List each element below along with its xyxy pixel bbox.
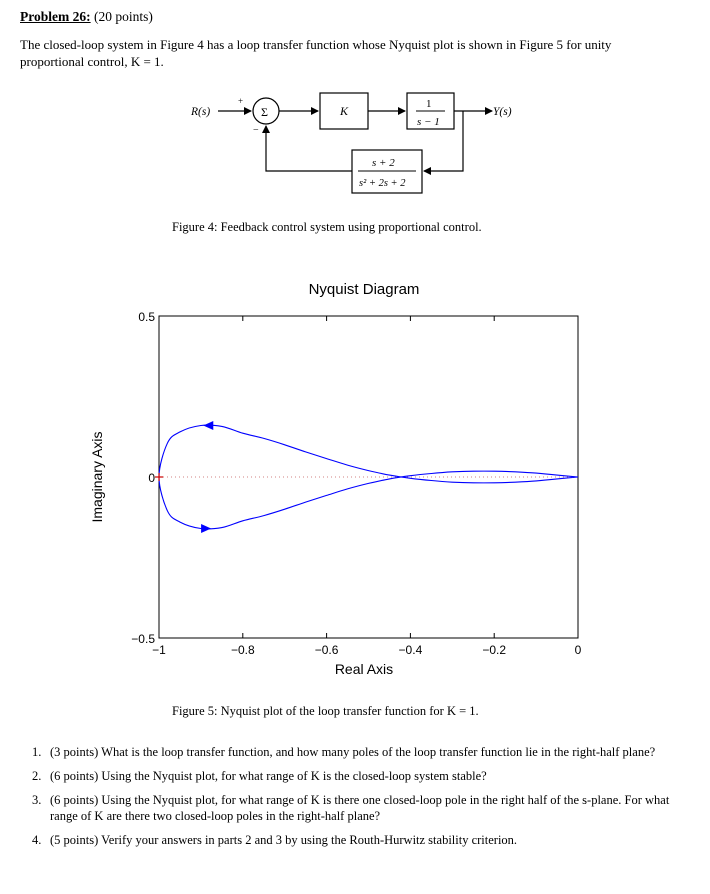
x-tick-label: −1: [152, 643, 166, 657]
x-axis-label: Real Axis: [334, 661, 394, 677]
y-tick-label: −0.5: [131, 632, 155, 646]
question-text: (6 points) Using the Nyquist plot, for what range of K is the closed-loop system stable?: [50, 769, 487, 783]
question-text: (5 points) Verify your answers in parts 2 and 3 by using the Routh-Hurwitz stability criterion.: [50, 833, 518, 847]
minus-sign: −: [253, 125, 259, 136]
question-item: [32, 792, 692, 824]
y-tick-label: 0: [148, 471, 155, 485]
x-tick-label: 0: [574, 643, 582, 657]
intro-line-1: The closed-loop system in Figure 4 has a loop transfer function whose Nyquist plot is shown in Figure 5 for unity: [20, 37, 612, 52]
sum-symbol: Σ: [261, 105, 268, 119]
input-label: R(s): [191, 106, 211, 118]
question-number: 3.: [32, 793, 42, 807]
chart-title: Nyquist Diagram: [308, 281, 420, 298]
question-item: [32, 768, 692, 784]
x-tick-label: −0.6: [314, 643, 339, 657]
y-tick-label: 0.5: [138, 310, 155, 324]
plant-numerator: 1: [426, 98, 432, 110]
feedback-denominator: s² + 2s + 2: [359, 178, 406, 189]
x-tick-label: −0.8: [230, 643, 255, 657]
plus-sign: +: [238, 96, 244, 106]
question-item: [32, 832, 692, 848]
intro-line-2: proportional control, K = 1.: [20, 54, 164, 69]
problem-points: (20 points): [94, 9, 153, 24]
question-text: (6 points) Using the Nyquist plot, for what range of K is there one closed-loop pole in the right half of the s-plane. For what range of K are there two closed-loop poles in the right-half plane?: [50, 793, 670, 823]
figure-5-caption: Figure 5: Nyquist plot of the loop transfer function for K = 1.: [172, 704, 479, 718]
question-list: [32, 744, 692, 856]
controller-gain: K: [340, 104, 349, 118]
block-diagram: [0, 0, 710, 215]
x-tick-label: −0.2: [482, 643, 507, 657]
plant-denominator: s − 1: [417, 116, 440, 128]
question-text: (3 points) What is the loop transfer function, and how many poles of the loop transfer function lie in the right-half plane?: [50, 745, 656, 759]
question-number: 1.: [32, 745, 42, 759]
feedback-return-line: [266, 126, 352, 171]
question-number: 4.: [32, 833, 42, 847]
output-label: Y(s): [493, 106, 512, 118]
y-axis-label: Imaginary Axis: [89, 431, 105, 523]
question-number: 2.: [32, 769, 42, 783]
problem-title: Problem 26:: [20, 9, 91, 24]
feedback-numerator: s + 2: [372, 157, 395, 169]
figure-4-caption: Figure 4: Feedback control system using proportional control.: [172, 220, 482, 234]
x-tick-label: −0.4: [398, 643, 423, 657]
nyquist-chart: [0, 270, 710, 690]
question-item: [32, 744, 692, 760]
